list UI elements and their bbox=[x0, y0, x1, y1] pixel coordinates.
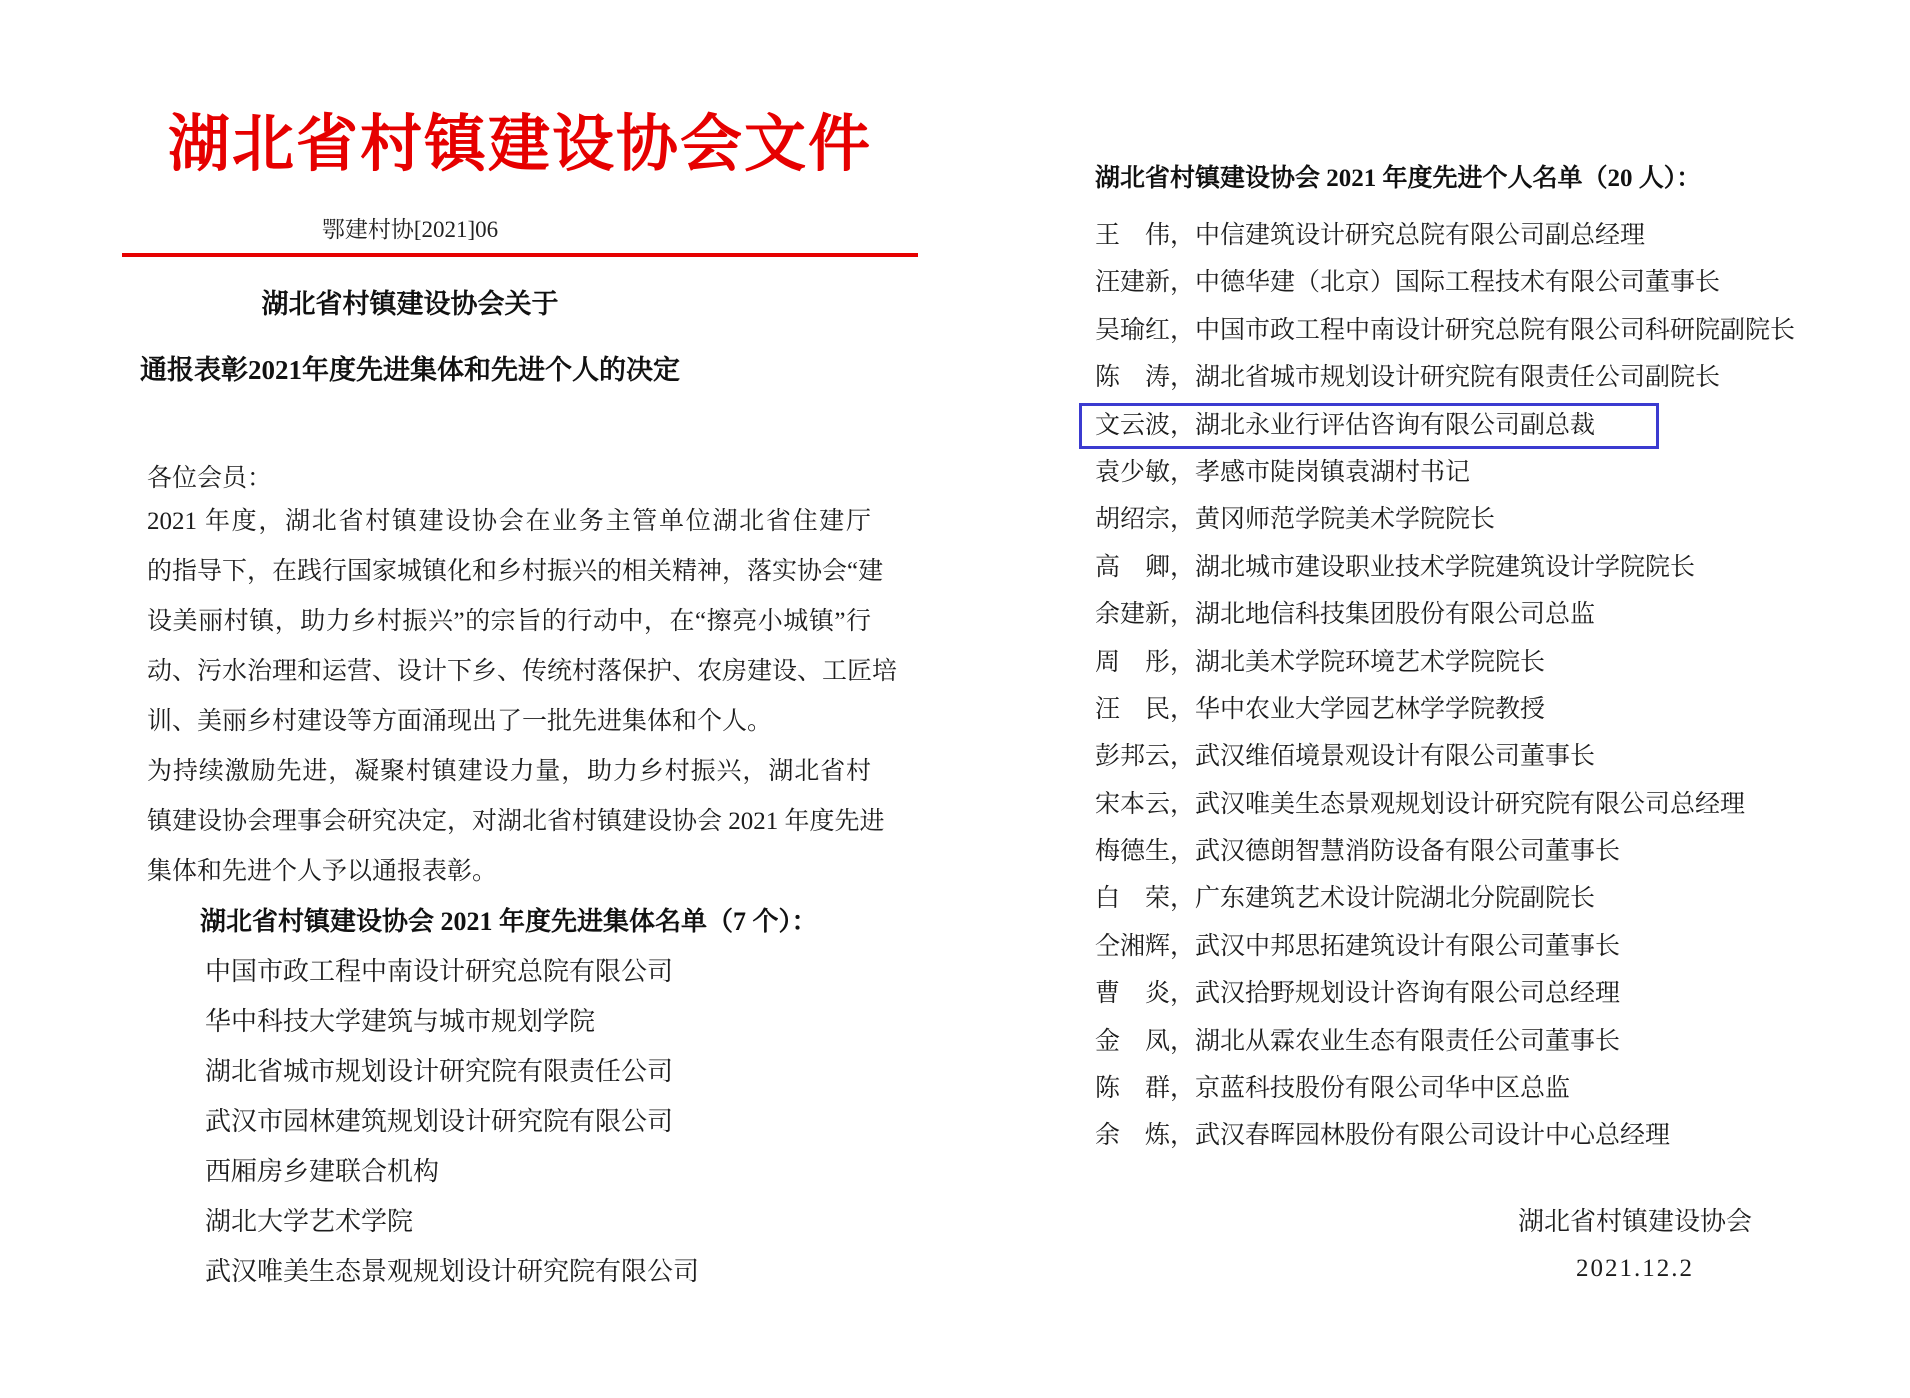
individual-entry-text: 吴瑜红，中国市政工程中南设计研究总院有限公司科研院副院长 bbox=[1095, 316, 1796, 344]
document-title: 湖北省村镇建设协会文件 bbox=[167, 111, 872, 179]
individual-entry-text: 王 伟，中信建筑设计研究总院有限公司副总经理 bbox=[1095, 222, 1646, 249]
individual-entry-text: 陈 涛，湖北省城市规划设计研究院有限责任公司副院长 bbox=[1095, 364, 1721, 392]
document-number: 鄂建村协[2021]06 bbox=[321, 217, 499, 242]
individual-entry-text: 袁少敏，孝感市陡岗镇袁湖村书记 bbox=[1095, 458, 1471, 486]
paragraph-line: 动、污水治理和运营、设计下乡、传统村落保护、农房建设、工匠培 bbox=[147, 658, 898, 685]
individual-list-item bbox=[1095, 923, 1795, 970]
subject-line-1: 湖北省村镇建设协会关于 bbox=[261, 289, 559, 319]
paragraph-line: 的指导下，在践行国家城镇化和乡村振兴的相关精神，落实协会“建 bbox=[147, 558, 884, 585]
paragraph-line: 镇建设协会理事会研究决定，对湖北省村镇建设协会 2021 年度先进 bbox=[147, 808, 885, 835]
individual-entry-text: 梅德生，武汉德朗智慧消防设备有限公司董事长 bbox=[1095, 838, 1621, 866]
individual-list-item bbox=[1095, 1065, 1795, 1112]
collective-list bbox=[205, 947, 699, 1297]
individual-list-item bbox=[1095, 496, 1795, 543]
individual-entry-text: 汪建新，中德华建（北京）国际工程技术有限公司董事长 bbox=[1095, 269, 1721, 297]
individual-entry-text: 周 彤，湖北美术学院环境艺术学院院长 bbox=[1095, 648, 1546, 676]
individual-list-item bbox=[1095, 828, 1795, 875]
individual-entry-text: 曹 炎，武汉拾野规划设计咨询有限公司总经理 bbox=[1095, 980, 1621, 1008]
collective-list-item: 湖北大学艺术学院 bbox=[205, 1207, 414, 1236]
individual-list-item bbox=[1095, 875, 1795, 922]
individual-list-item bbox=[1095, 591, 1795, 638]
individual-entry-text: 彭邦云，武汉维佰境景观设计有限公司董事长 bbox=[1095, 743, 1596, 771]
individual-entry-text: 汪 民，华中农业大学园艺林学学院教授 bbox=[1095, 695, 1546, 723]
salutation: 各位会员： bbox=[147, 465, 273, 492]
individual-entry-text: 余建新，湖北地信科技集团股份有限公司总监 bbox=[1095, 601, 1596, 629]
collective-list-item: 武汉唯美生态景观规划设计研究院有限公司 bbox=[205, 1257, 700, 1286]
paragraph-1 bbox=[147, 497, 898, 747]
individual-list-item bbox=[1095, 307, 1795, 354]
individual-list-item bbox=[1095, 781, 1795, 828]
individual-list-item bbox=[1095, 544, 1795, 591]
paragraph-2 bbox=[147, 747, 885, 897]
individual-list-item bbox=[1095, 970, 1795, 1017]
collective-list-item: 武汉市园林建筑规划设计研究院有限公司 bbox=[205, 1107, 674, 1136]
paragraph-line: 为持续激励先进，凝聚村镇建设力量，助力乡村振兴，湖北省村 bbox=[147, 758, 871, 785]
individual-entry-text: 白 荣，广东建筑艺术设计院湖北分院副院长 bbox=[1095, 885, 1596, 913]
individual-list-item bbox=[1095, 1112, 1795, 1159]
individual-list bbox=[1095, 212, 1795, 1160]
individual-list-item bbox=[1095, 639, 1795, 686]
individual-list-item bbox=[1095, 733, 1795, 780]
collective-list-item: 华中科技大学建筑与城市规划学院 bbox=[205, 1007, 596, 1036]
individual-entry-text: 文云波，湖北永业行评估咨询有限公司副总裁 bbox=[1095, 411, 1596, 439]
individual-list-heading: 湖北省村镇建设协会 2021 年度先进个人名单（20 人）： bbox=[1095, 165, 1702, 192]
individual-entry-text: 仝湘辉，武汉中邦思拓建筑设计有限公司董事长 bbox=[1095, 932, 1621, 960]
individual-list-item bbox=[1095, 1018, 1795, 1065]
subject-line-2: 通报表彰2021年度先进集体和先进个人的决定 bbox=[140, 355, 680, 385]
collective-list-heading: 湖北省村镇建设协会 2021 年度先进集体名单（7 个）： bbox=[200, 907, 818, 936]
individual-entry-text: 宋本云，武汉唯美生态景观规划设计研究院有限公司总经理 bbox=[1095, 790, 1746, 818]
paragraph-line: 2021 年度，湖北省村镇建设协会在业务主管单位湖北省住建厅 bbox=[147, 508, 871, 535]
individual-entry-text: 金 凤，湖北从霖农业生态有限责任公司董事长 bbox=[1095, 1027, 1621, 1055]
individual-list-item bbox=[1095, 402, 1795, 449]
signature-date: 2021.12.2 bbox=[1576, 1255, 1694, 1282]
individual-entry-text: 胡绍宗，黄冈师范学院美术学院院长 bbox=[1095, 506, 1496, 534]
individual-list-item bbox=[1095, 212, 1795, 259]
red-divider-line bbox=[122, 253, 918, 257]
individual-list-item bbox=[1095, 354, 1795, 401]
individual-list-item bbox=[1095, 686, 1795, 733]
individual-list-item bbox=[1095, 449, 1795, 496]
individual-list-item bbox=[1095, 259, 1795, 306]
individual-entry-text: 余 炼，武汉春晖园林股份有限公司设计中心总经理 bbox=[1095, 1122, 1671, 1150]
paragraph-line: 集体和先进个人予以通报表彰。 bbox=[147, 858, 498, 885]
individual-entry-text: 陈 群，京蓝科技股份有限公司华中区总监 bbox=[1095, 1075, 1571, 1103]
paragraph-line: 训、美丽乡村建设等方面涌现出了一批先进集体和个人。 bbox=[147, 708, 773, 735]
collective-list-item: 湖北省城市规划设计研究院有限责任公司 bbox=[205, 1057, 674, 1086]
collective-list-item: 西厢房乡建联合机构 bbox=[205, 1157, 440, 1186]
individual-entry-text: 高 卿，湖北城市建设职业技术学院建筑设计学院院长 bbox=[1095, 553, 1696, 581]
paragraph-line: 设美丽村镇，助力乡村振兴”的宗旨的行动中，在“擦亮小城镇”行 bbox=[147, 608, 871, 635]
signature-org: 湖北省村镇建设协会 bbox=[1517, 1207, 1752, 1236]
collective-list-item: 中国市政工程中南设计研究总院有限公司 bbox=[205, 957, 674, 986]
